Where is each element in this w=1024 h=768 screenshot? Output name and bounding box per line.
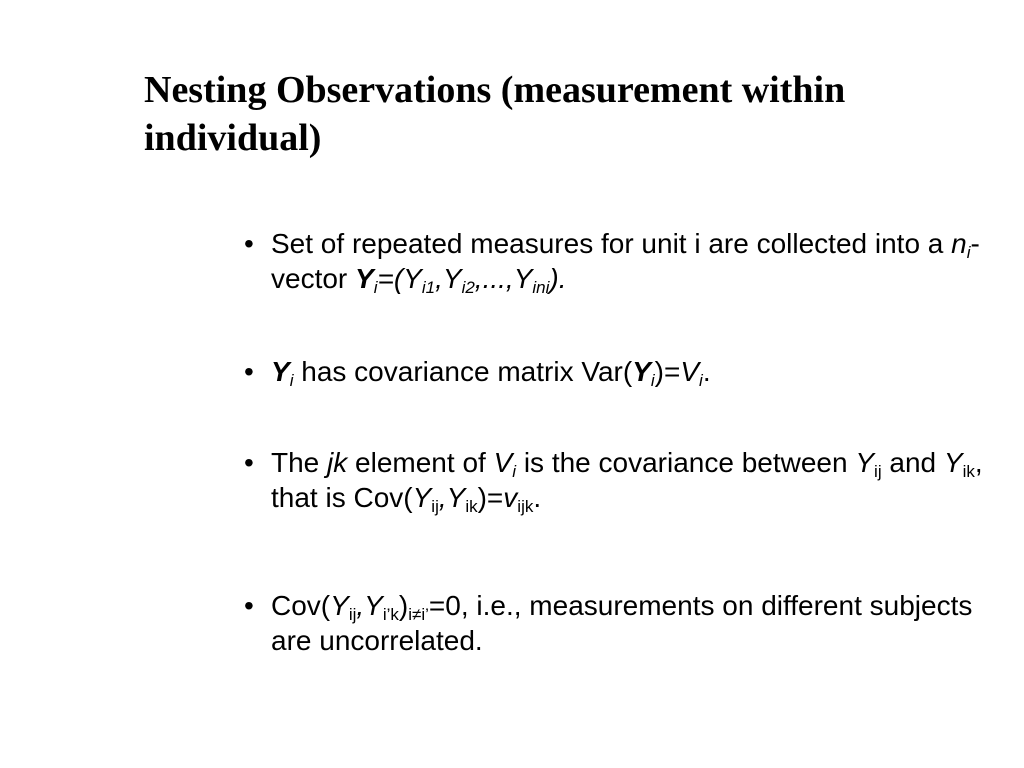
subscript-run: i xyxy=(966,243,971,262)
text-run: Y xyxy=(330,590,349,621)
text-run: v xyxy=(503,482,518,513)
bullet-text xyxy=(271,447,983,516)
subscript-run: ij xyxy=(874,462,882,481)
subscript-run: i xyxy=(699,371,703,390)
text-run: Y xyxy=(446,482,466,513)
subscript-run: i xyxy=(373,278,378,297)
bullet-text xyxy=(271,356,711,390)
text-run: ,...,Y xyxy=(474,263,533,294)
text-run: . xyxy=(702,356,711,387)
text-run: , that is Cov( xyxy=(271,447,983,513)
bullet-dot-icon: • xyxy=(244,447,254,478)
text-run: ). xyxy=(549,263,567,294)
slide-title: Nesting Observations (measurement within individual) xyxy=(144,69,846,159)
text-run: V xyxy=(493,447,513,478)
text-run: and xyxy=(881,447,944,478)
bullet-text xyxy=(271,228,980,297)
subscript-run: ij xyxy=(431,497,439,516)
text-run: Y xyxy=(943,447,963,478)
subscript-run: i xyxy=(289,371,294,390)
bullet-dot-icon: • xyxy=(244,590,254,621)
subscript-run: i xyxy=(512,462,517,481)
subscript-run: i2 xyxy=(461,278,475,297)
text-run: , xyxy=(356,590,365,621)
bullet-item-covariance-matrix xyxy=(244,354,1004,389)
text-run: element of xyxy=(347,447,494,478)
text-run: )= xyxy=(654,356,681,387)
text-run: Y xyxy=(412,482,432,513)
subscript-run: i xyxy=(650,371,655,390)
text-run: =(Y xyxy=(377,263,422,294)
text-run: Y xyxy=(632,356,651,387)
subscript-run: ini xyxy=(532,278,550,297)
text-run: =0, i.e., measurements on different subjects are uncorrelated. xyxy=(271,590,973,656)
subscript-run: ik xyxy=(465,497,478,516)
text-run: n xyxy=(951,228,967,259)
text-run: Cov( xyxy=(271,590,331,621)
text-run: , xyxy=(438,482,447,513)
text-run: Set of repeated measures for unit i are collected into a xyxy=(271,228,952,259)
bullet-item-uncorrelated-subjects xyxy=(244,588,1004,658)
subscript-run: ijk xyxy=(517,497,534,516)
text-run: Y xyxy=(855,447,875,478)
text-run: -vector xyxy=(271,228,980,294)
bullet-item-repeated-measures xyxy=(244,226,1004,296)
text-run: V xyxy=(680,356,700,387)
text-run: has covariance matrix Var( xyxy=(293,356,633,387)
text-run: . xyxy=(533,482,542,513)
text-run: )= xyxy=(477,482,504,513)
bullet-dot-icon: • xyxy=(244,356,254,387)
text-run: is the covariance between xyxy=(516,447,856,478)
text-run: The xyxy=(271,447,328,478)
subscript-run: i1 xyxy=(421,278,436,297)
bullet-dot-icon: • xyxy=(244,228,254,259)
text-run: Y xyxy=(364,590,383,621)
text-run: jk xyxy=(327,447,348,478)
bullet-text xyxy=(271,590,972,656)
subscript-run: ik xyxy=(962,462,975,481)
text-run: Y xyxy=(271,356,290,387)
text-run: ,Y xyxy=(435,263,462,294)
text-run: Y xyxy=(355,263,374,294)
text-run: ) xyxy=(398,590,409,621)
subscript-run: i’k xyxy=(382,605,399,624)
bullet-item-jk-element xyxy=(244,445,1004,515)
subscript-run: i≠i’ xyxy=(408,605,429,624)
subscript-run: ij xyxy=(348,605,357,624)
